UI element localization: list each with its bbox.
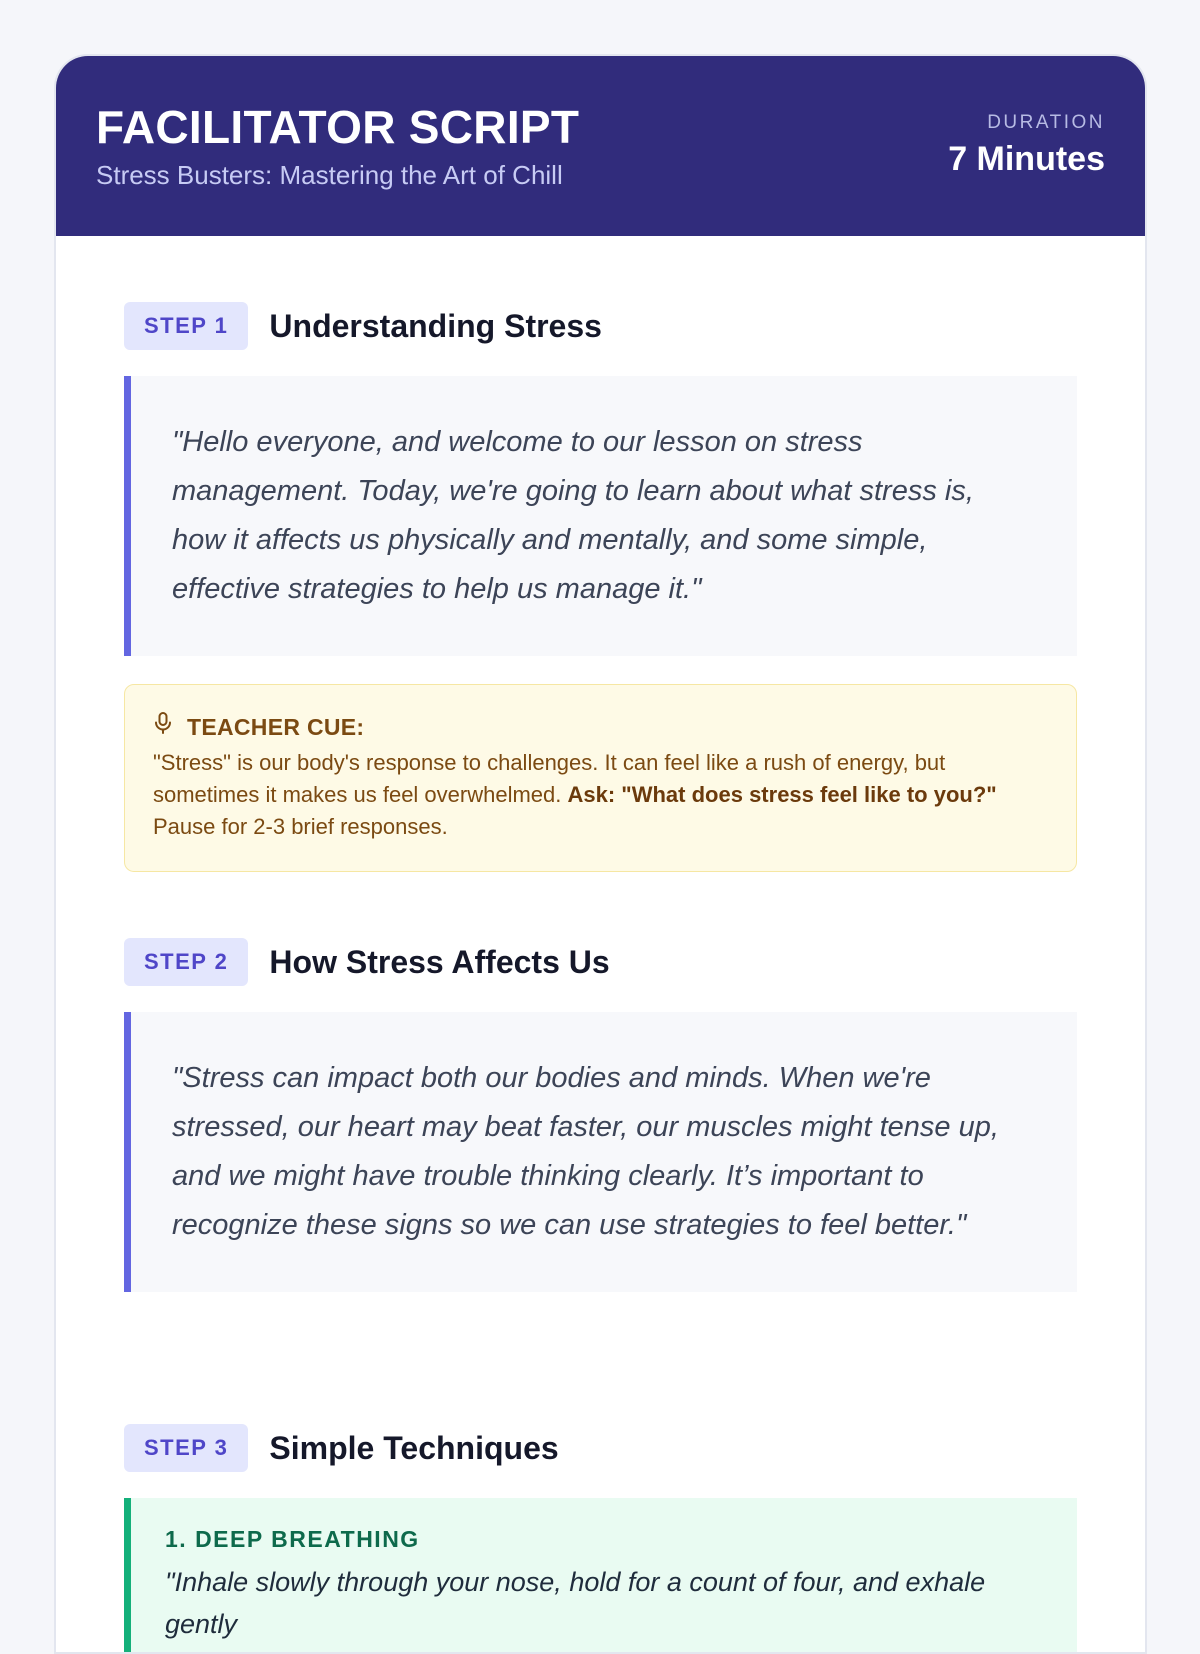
step-title: Understanding Stress	[269, 307, 602, 344]
technique-card	[124, 1498, 1077, 1654]
teacher-cue-text	[153, 747, 1048, 843]
facilitator-script-card	[54, 54, 1147, 1654]
technique-text: "Inhale slowly through your nose, hold for a count of four, and exhale gently	[165, 1567, 986, 1639]
script-quote: "Hello everyone, and welcome to our lesson on stress management. Today, we're going to learn about what stress is, how it affects us physically and mentally, and some simple, effective strategies to help us manage it."	[124, 376, 1077, 656]
step-title: How Stress Affects Us	[269, 943, 610, 980]
step-badge: STEP 1	[124, 302, 248, 350]
teacher-cue-header	[153, 711, 1048, 743]
microphone-icon	[153, 711, 187, 743]
cue-text-after: Pause for 2-3 brief responses.	[153, 814, 448, 839]
duration-label: DURATION	[987, 112, 1105, 133]
step-3-header	[124, 1424, 1077, 1472]
teacher-cue-label: TEACHER CUE:	[187, 714, 365, 740]
step-badge: STEP 2	[124, 938, 248, 986]
script-header	[56, 56, 1145, 236]
lesson-subtitle: Stress Busters: Mastering the Art of Chill	[96, 160, 563, 190]
technique-title: 1. DEEP BREATHING	[165, 1526, 420, 1552]
cue-text-before: "Stress" is our body's response to challenges. It can feel like a rush of energy, but sometimes it makes us feel overwhelmed.	[153, 750, 946, 807]
script-body	[56, 236, 1145, 1654]
step-title: Simple Techniques	[269, 1429, 559, 1466]
step-1-header	[124, 302, 1077, 350]
script-quote: "Stress can impact both our bodies and minds. When we're stressed, our heart may beat faster, our muscles might tense up, and we might have trouble thinking clearly. It’s important to recognize these signs so we can use strategies to feel better."	[124, 1012, 1077, 1292]
cue-ask-prompt: Ask: "What does stress feel like to you?"	[567, 782, 997, 807]
duration-value: 7 Minutes	[948, 140, 1105, 178]
teacher-cue-box	[124, 684, 1077, 872]
step-badge: STEP 3	[124, 1424, 248, 1472]
step-2-header	[124, 938, 1077, 986]
page-title: FACILITATOR SCRIPT	[96, 101, 580, 153]
